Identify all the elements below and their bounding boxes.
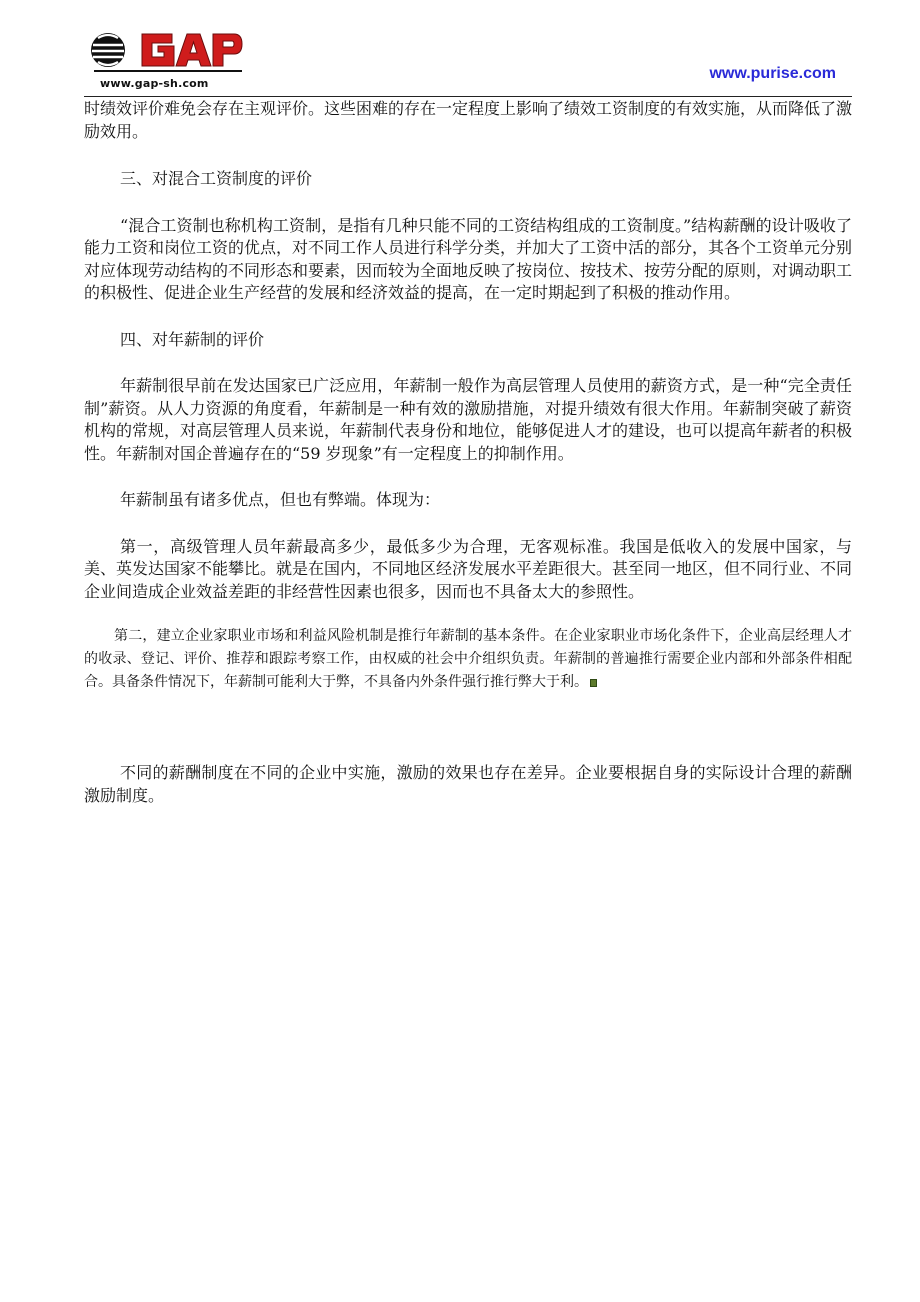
inline-image-icon bbox=[590, 679, 597, 687]
header-divider bbox=[84, 96, 852, 97]
logo-url: www.gap-sh.com bbox=[100, 77, 209, 90]
page-header bbox=[0, 0, 920, 100]
site-link[interactable]: www.purise.com bbox=[709, 65, 836, 82]
second-point-text: 第二，建立企业家职业市场和利益风险机制是推行年薪制的基本条件。在企业家职业市场化条件下，企业高层经理人才的收录、登记、评价、推荐和跟踪考察工作，由权威的社会中介组织负责。年薪制的普遍推行需要企业内部和外部条件相配合。具备条件情况下，年薪制可能利大于弊，不具备内外条件强行推行弊大于利。 bbox=[84, 628, 852, 690]
paragraph-first-point: 第一，高级管理人员年薪最高多少，最低多少为合理，无客观标准。我国是低收入的发展中国家，与美、英发达国家不能攀比。就是在国内，不同地区经济发展水平差距很大。甚至同一地区，但不同行业、不同企业间造成企业效益差距的非经营性因素也很多，因而也不具备太大的参照性。 bbox=[84, 536, 853, 601]
section-heading-annual-salary: 四、对年薪制的评价 bbox=[120, 329, 265, 349]
paragraph-second-point bbox=[84, 625, 852, 694]
paragraph-drawbacks-intro: 年薪制虽有诸多优点，但也有弊端。体现为： bbox=[120, 490, 441, 509]
article-body bbox=[84, 98, 852, 807]
paragraph-mixed-wage: “混合工资制也称机构工资制，是指有几种只能不同的工资结构组成的工资制度。”结构薪酬的设计吸收了能力工资和岗位工资的优点，对不同工作人员进行科学分类，并加大了工资中活的部分，其各个工资单元分别对应体现劳动结构的不同形态和要素，因而较为全面地反映了按岗位、按技术、按劳分配的原则，对调动职工的积极性、促进企业生产经营的发展和经济效益的提高，在一定时期起到了积极的推动作用。 bbox=[84, 215, 853, 302]
gap-wordmark-icon bbox=[142, 34, 242, 66]
globe-icon bbox=[91, 33, 125, 67]
paragraph-conclusion: 不同的薪酬制度在不同的企业中实施，激励的效果也存在差异。企业要根据自身的实际设计合理的薪酬激励制度。 bbox=[84, 763, 852, 805]
paragraph-continued: 时绩效评价难免会存在主观评价。这些困难的存在一定程度上影响了绩效工资制度的有效实施，从而降低了激励效用。 bbox=[84, 99, 853, 141]
paragraph-annual-salary: 年薪制很早前在发达国家已广泛应用，年薪制一般作为高层管理人员使用的薪资方式，是一种“完全责任制”薪资。从人力资源的角度看，年薪制是一种有效的激励措施，对提升绩效有很大作用。年薪制突破了薪资机构的常规，对高层管理人员来说，年薪制代表身份和地位，能够促进人才的建设，也可以提高年薪者的积极性。年薪制对国企普遍存在的“59 岁现象”有一定程度上的抑制作用。 bbox=[84, 376, 853, 463]
section-heading-mixed-wage: 三、对混合工资制度的评价 bbox=[120, 169, 313, 188]
